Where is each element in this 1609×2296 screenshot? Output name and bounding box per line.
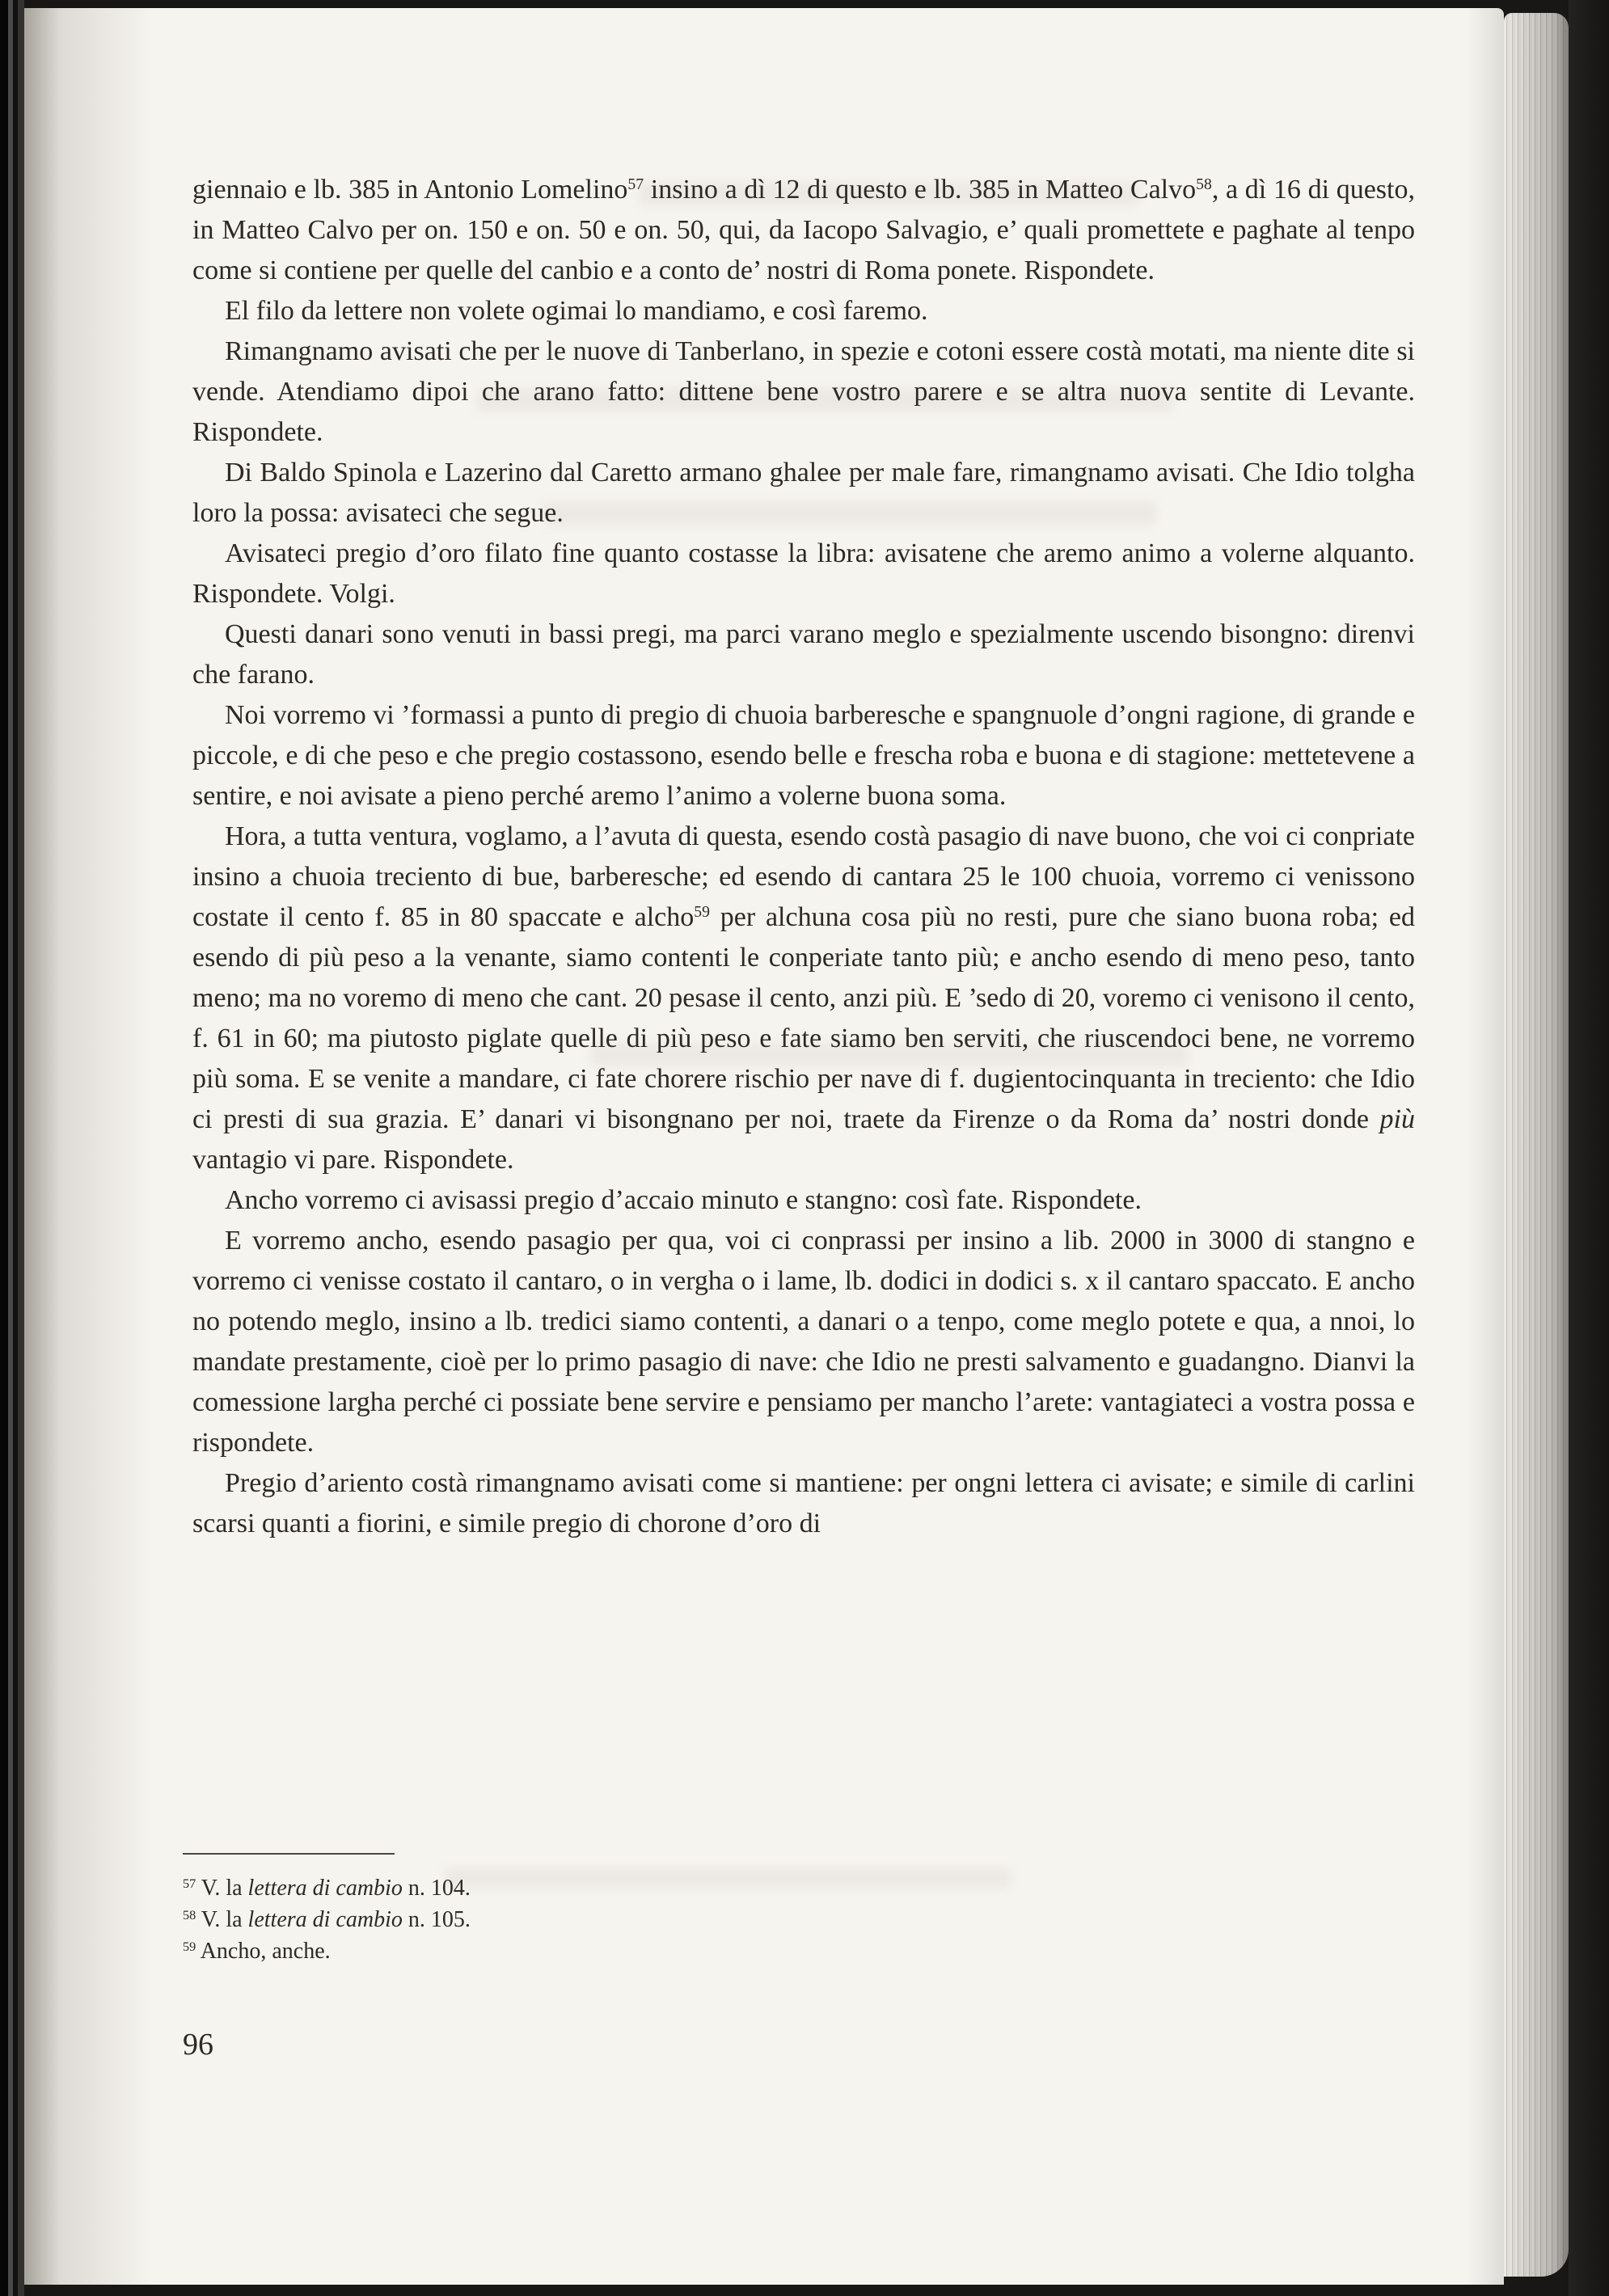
italic-text: più [1379, 1104, 1415, 1134]
book-page [24, 8, 1504, 2285]
footnote [183, 1872, 1331, 1904]
body-paragraph [192, 534, 1415, 614]
text-segment: n. 105. [402, 1907, 471, 1932]
footnotes-block [183, 1872, 1331, 1967]
text-segment: V. la [196, 1876, 248, 1901]
book-binding-edge [0, 0, 24, 2296]
body-paragraph [192, 1180, 1415, 1221]
footnote [183, 1935, 1331, 1967]
body-paragraph [192, 331, 1415, 453]
italic-text: lettera di cambio [247, 1876, 403, 1901]
text-segment: E vorremo ancho, esendo pasagio per qua, voi ci conprassi per insino a lib. 2000 in 3000 di stangno e vorremo ci venisse costato il cantaro, o in vergha o i lame, lb. dodici in dodici s. x il cantaro spaccato. E ancho no potendo meglo, insino a lb. tredici siamo contenti, a danari o a tenpo, come meglo potete e qua, a nnoi, lo mandate prestamente, cioè per lo primo pasagio di nave: che Idio ne presti salvamento e guadangno. Dianvi la comessione largha perché ci possiate bene servire e pensiamo per mancho l’arete: vantagiateci a vostra possa e rispondete. [192, 1226, 1415, 1458]
text-segment: giennaio e lb. 385 in Antonio Lomelino [192, 175, 628, 205]
scan-background-right [1569, 0, 1609, 2296]
text-segment: Hora, a tutta ventura, voglamo, a l’avuta di questa, esendo costà pasagio di nave buono, che voi ci conpriate insino a chuoia treciento di bue, barberesche; ed esendo di cantara 25 le 100 chuoia, vorremo ci venissono costate il cento f. 85 in 80 spaccate e alcho [192, 821, 1415, 932]
text-segment: Noi vorremo vi ’formassi a punto di pregio di chuoia barberesche e spangnuole d’ongni ragione, di grande e piccole, e di che peso e che pregio costassono, esendo belle e frescha roba e buona e di stagione: mettetevene a sentire, e noi avisate a pieno perché aremo l’animo a volerne buona soma. [192, 700, 1415, 811]
footnote-reference: 59 [694, 903, 710, 922]
body-paragraph [192, 817, 1415, 1180]
page-stack-fore-edge [1504, 13, 1569, 2277]
body-paragraph [192, 1221, 1415, 1463]
body-paragraph [192, 614, 1415, 695]
text-segment: per alchuna cosa più no resti, pure che siano buona roba; ed esendo di più peso a la venante, siamo contenti le conperiate tanto più; e ancho esendo di meno peso, tanto meno; ma no voremo di meno che cant. 20 pesase il cento, anzi più. E ’sedo di 20, voremo ci venisono il cento, f. 61 in 60; ma piutosto piglate quelle di più peso e fate siamo ben serviti, che riuscendoci bene, ne vorremo più soma. E se venite a mandare, ci fate chorere rischio per nave di f. dugientocinquanta in treciento: che Idio ci presti di sua grazia. E’ danari vi bisongnano per noi, traete da Firenze o da Roma da’ nostri donde [192, 902, 1415, 1134]
footnote-reference: 59 [183, 1939, 196, 1955]
text-segment: Questi danari sono venuti in bassi pregi, ma parci varano meglo e spezialmente uscendo bisongno: direnvi che farano. [192, 619, 1415, 690]
text-segment: Pregio d’ariento costà rimangnamo avisati come si mantiene: per ongni lettera ci avisate; e simile di carlini scarsi quanti a fiorini, e simile pregio di chorone d’oro di [192, 1468, 1415, 1538]
text-segment: Avisateci pregio d’oro filato fine quanto costasse la libra: avisatene che aremo animo a volerne alquanto. Rispondete. Volgi. [192, 538, 1415, 609]
page-text-block [192, 170, 1415, 1544]
text-segment: V. la [196, 1907, 248, 1932]
text-segment: , a dì 16 di questo, in Matteo Calvo per on. 150 e on. 50 e on. 50, qui, da Iacopo Salvagio, e’ quali promettete e paghate al tenpo come si contiene per quelle del canbio e a conto de’ nostri di Roma ponete. Rispondete. [192, 175, 1415, 285]
footnote [183, 1904, 1331, 1935]
footnote-separator [183, 1853, 395, 1855]
footnote-reference: 58 [183, 1908, 196, 1923]
text-segment: Rimangnamo avisati che per le nuove di Tanberlano, in spezie e cotoni essere costà motati, ma niente dite si vende. Atendiamo dipoi che arano fatto: dittene bene vostro parere e se altra nuova sentite di Levante. Rispondete. [192, 336, 1415, 447]
page-number: 96 [183, 2028, 213, 2062]
text-segment: vantagio vi pare. Rispondete. [192, 1145, 514, 1175]
body-paragraph [192, 695, 1415, 817]
text-segment: Di Baldo Spinola e Lazerino dal Caretto armano ghalee per male fare, rimangnamo avisati. Che Idio tolgha loro la possa: avisateci che segue. [192, 458, 1415, 528]
footnote-reference: 57 [183, 1876, 196, 1892]
footnote-reference: 57 [627, 175, 644, 194]
text-segment: Ancho, anche. [196, 1939, 331, 1964]
text-segment: Ancho vorremo ci avisassi pregio d’accaio minuto e stangno: così fate. Rispondete. [225, 1185, 1142, 1215]
body-paragraph [192, 170, 1415, 291]
body-paragraph [192, 291, 1415, 331]
text-segment: El filo da lettere non volete ogimai lo mandiamo, e così faremo. [225, 296, 928, 326]
body-paragraph [192, 1463, 1415, 1544]
text-segment: insino a dì 12 di questo e lb. 385 in Matteo Calvo [644, 175, 1197, 205]
footnote-reference: 58 [1196, 175, 1212, 194]
body-paragraph [192, 453, 1415, 534]
italic-text: lettera di cambio [247, 1907, 403, 1932]
text-segment: n. 104. [402, 1876, 471, 1901]
